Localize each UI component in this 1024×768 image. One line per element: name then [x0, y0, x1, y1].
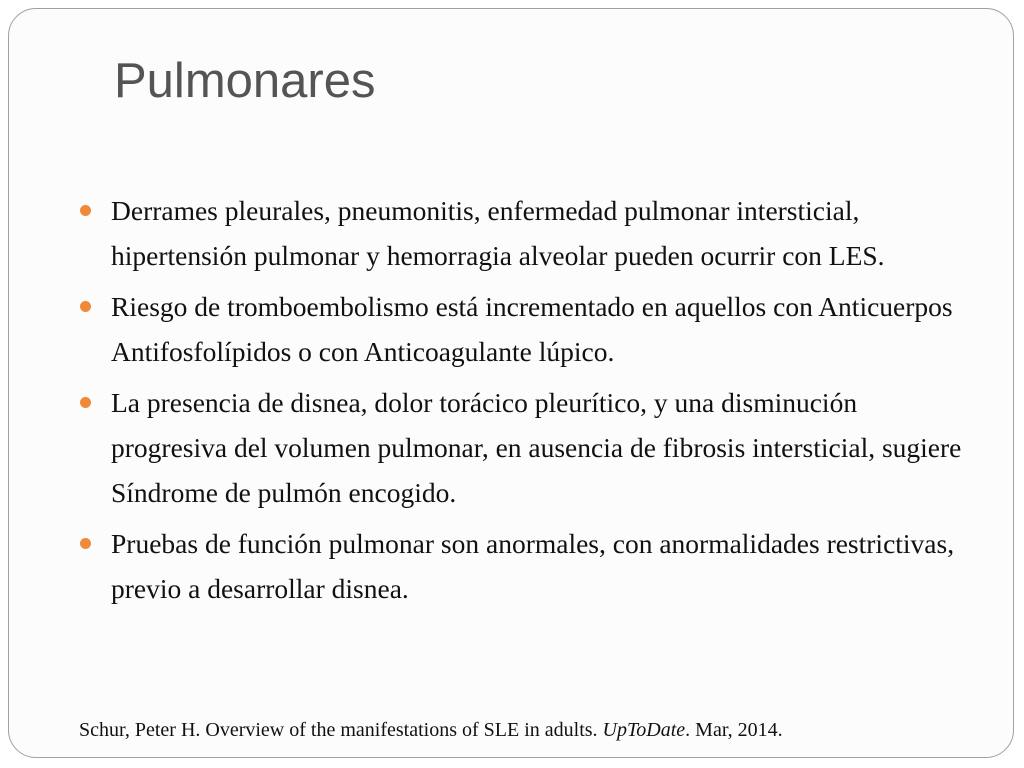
- bullet-dot-icon: [80, 397, 91, 408]
- bullet-list: [78, 188, 978, 617]
- citation: [79, 719, 783, 742]
- slide-title: Pulmonares: [114, 54, 376, 108]
- citation-suffix: . Mar, 2014.: [685, 719, 783, 741]
- bullet-item: [78, 380, 978, 515]
- bullet-dot-icon: [80, 301, 91, 312]
- bullet-dot-icon: [80, 205, 91, 216]
- citation-prefix: Schur, Peter H. Overview of the manifestations of SLE in adults.: [79, 719, 603, 741]
- bullet-text: Pruebas de función pulmonar son anormales, con anormalidades restrictivas, previo a desarrollar disnea.: [111, 528, 955, 604]
- bullet-text: Riesgo de tromboembolismo está incrementado en aquellos con Anticuerpos Antifosfolípidos o con Anticoagulante lúpico.: [111, 291, 953, 367]
- bullet-item: [78, 284, 978, 374]
- bullet-text: La presencia de disnea, dolor torácico pleurítico, y una disminución progresiva del volumen pulmonar, en ausencia de fibrosis intersticial, sugiere Síndrome de pulmón encogido.: [111, 387, 962, 508]
- citation-journal: UpToDate: [602, 719, 686, 741]
- bullet-item: [78, 188, 978, 278]
- bullet-item: [78, 521, 978, 611]
- bullet-dot-icon: [80, 538, 91, 549]
- bullet-text: Derrames pleurales, pneumonitis, enfermedad pulmonar intersticial, hipertensión pulmonar y hemorragia alveolar pueden ocurrir con LES.: [111, 195, 885, 271]
